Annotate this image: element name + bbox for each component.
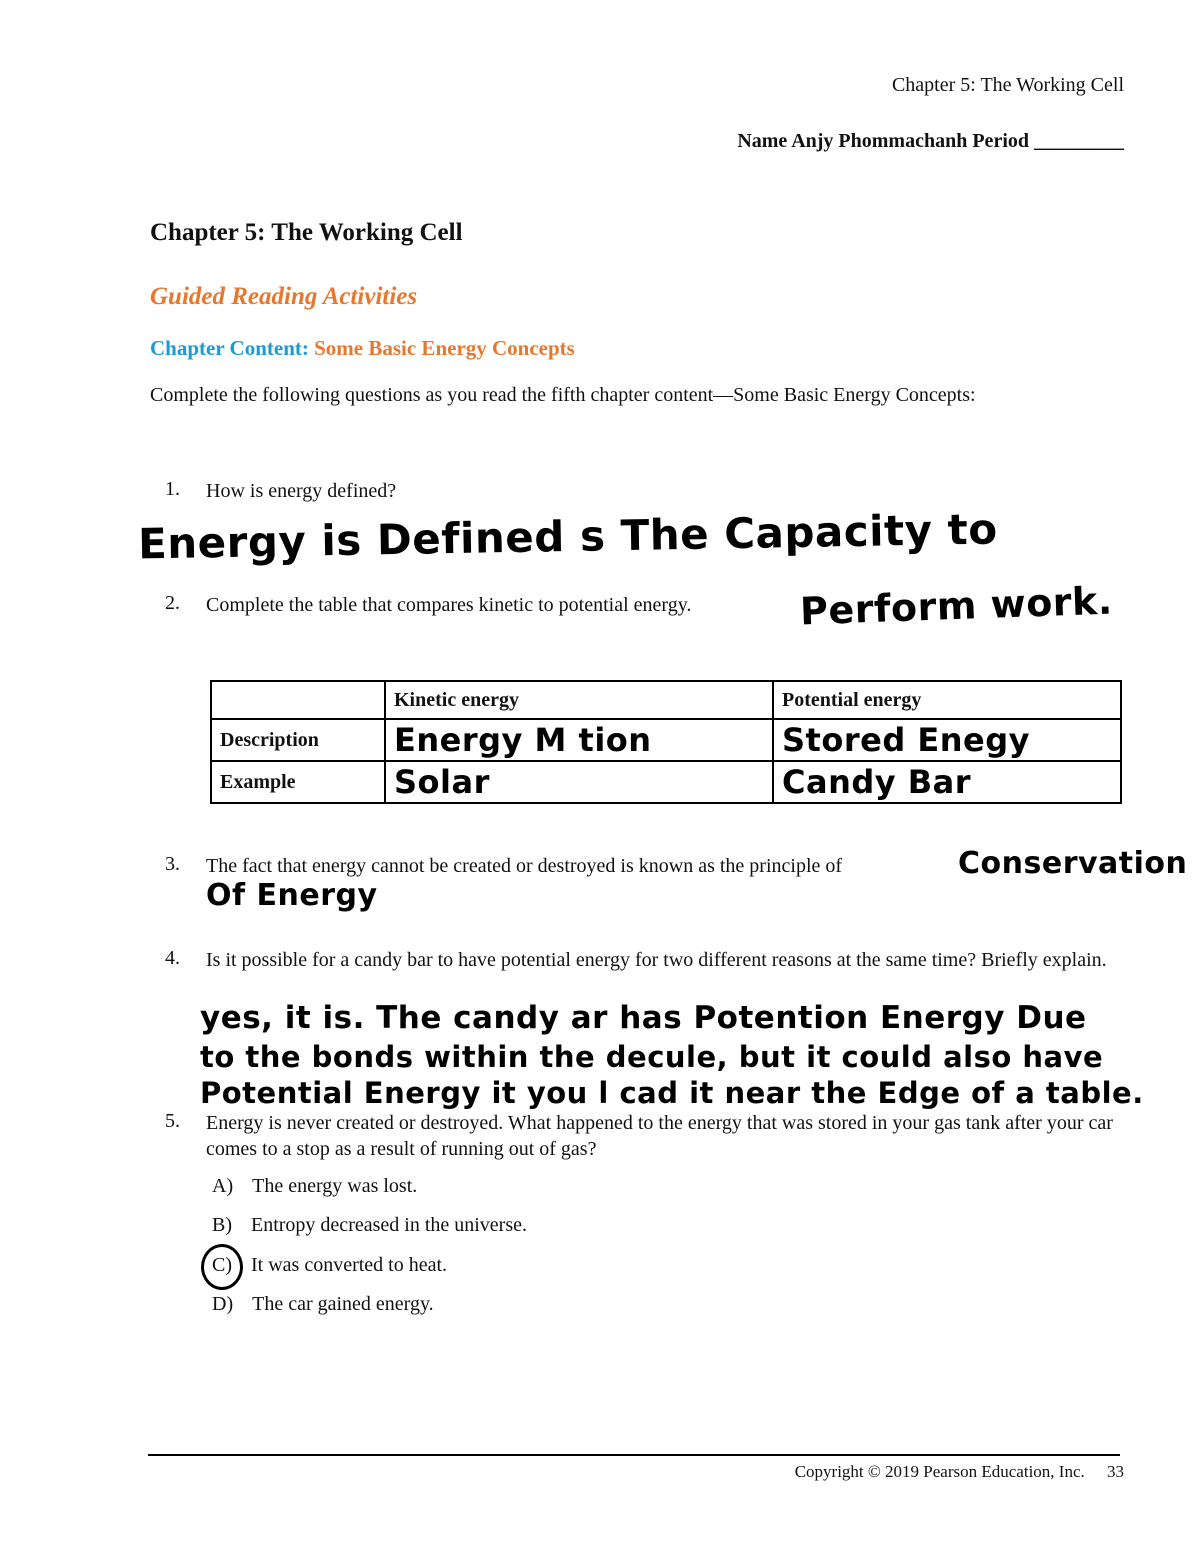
table-header-cell: Potential energy bbox=[773, 681, 1121, 719]
table-row bbox=[211, 719, 1121, 761]
q4-text: Is it possible for a candy bar to have potential energy for two different reasons at the same time? Briefly explain. bbox=[206, 949, 1107, 971]
option-text: Entropy decreased in the universe. bbox=[251, 1214, 528, 1236]
footer-divider bbox=[148, 1454, 1120, 1456]
q2-text: Complete the table that compares kinetic to potential energy. bbox=[206, 594, 692, 616]
student-name: Anjy Phommachanh bbox=[791, 130, 968, 152]
footer bbox=[795, 1462, 1124, 1482]
name-period-line bbox=[737, 130, 1124, 153]
q3-answer-line1: Conservation bbox=[958, 846, 1188, 881]
option-text: It was converted to heat. bbox=[251, 1254, 448, 1276]
handwritten-answer: Energy M tion bbox=[394, 721, 652, 759]
content-topic: Some Basic Energy Concepts bbox=[314, 336, 575, 360]
handwritten-answer: Candy Bar bbox=[782, 763, 972, 801]
period-blank: _________ bbox=[1034, 130, 1124, 152]
q3-number: 3. bbox=[165, 853, 180, 875]
chapter-content-heading bbox=[150, 336, 575, 361]
option-c[interactable] bbox=[212, 1254, 447, 1277]
option-text: The energy was lost. bbox=[252, 1175, 418, 1197]
q4-answer-line: to the bonds within the decule, but it could also have bbox=[200, 1040, 1104, 1074]
q3-text: The fact that energy cannot be created or destroyed is known as the principle of bbox=[206, 855, 843, 877]
handwritten-answer: Solar bbox=[394, 763, 490, 801]
content-label: Chapter Content: bbox=[150, 336, 309, 360]
q1-answer-line2: Perform work. bbox=[799, 578, 1114, 634]
row-label: Example bbox=[211, 761, 385, 803]
option-letter: D) bbox=[212, 1293, 234, 1315]
table-cell bbox=[773, 719, 1121, 761]
option-letter: A) bbox=[212, 1175, 234, 1197]
row-label: Description bbox=[211, 719, 385, 761]
table-header-row bbox=[211, 681, 1121, 719]
option-a[interactable] bbox=[212, 1175, 417, 1198]
page-number: 33 bbox=[1107, 1462, 1124, 1481]
q4-answer-line: yes, it is. The candy ar has Potention Energy Due bbox=[200, 1000, 1087, 1036]
copyright-text: Copyright © 2019 Pearson Education, Inc. bbox=[794, 1462, 1085, 1481]
q4-answer-line: Potential Energy it you l cad it near the Edge of a table. bbox=[200, 1076, 1144, 1110]
option-d[interactable] bbox=[212, 1293, 434, 1316]
option-letter: B) bbox=[212, 1214, 232, 1236]
q5-number: 5. bbox=[165, 1110, 180, 1132]
section-title: Guided Reading Activities bbox=[150, 283, 418, 310]
name-label: Name bbox=[737, 130, 788, 152]
table-cell bbox=[385, 719, 773, 761]
q1-answer-line1: Energy is Defined s The Capacity to bbox=[137, 504, 998, 569]
q2-number: 2. bbox=[165, 592, 180, 614]
table-row bbox=[211, 761, 1121, 803]
page-title: Chapter 5: The Working Cell bbox=[150, 219, 463, 246]
option-text: The car gained energy. bbox=[252, 1293, 434, 1315]
period-label: Period bbox=[972, 130, 1029, 152]
q1-number: 1. bbox=[165, 478, 180, 500]
energy-comparison-table bbox=[210, 680, 1122, 804]
selected-answer-circle bbox=[201, 1244, 243, 1290]
table-header-cell: Kinetic energy bbox=[385, 681, 773, 719]
intro-paragraph: Complete the following questions as you read the fifth chapter content—Some Basic Energy Concepts: bbox=[150, 384, 976, 406]
q1-text: How is energy defined? bbox=[206, 480, 397, 502]
option-b[interactable] bbox=[212, 1214, 527, 1237]
q3-answer-line2: Of Energy bbox=[206, 878, 378, 913]
running-header: Chapter 5: The Working Cell bbox=[891, 74, 1124, 96]
q5-text: Energy is never created or destroyed. What happened to the energy that was stored in your gas tank after your car comes to a stop as a result of running out of gas? bbox=[206, 1112, 1113, 1160]
handwritten-answer: Stored Enegy bbox=[782, 721, 1030, 759]
table-header-cell bbox=[211, 681, 385, 719]
q4-number: 4. bbox=[165, 947, 180, 969]
table-cell bbox=[773, 761, 1121, 803]
option-letter: C) bbox=[212, 1254, 232, 1276]
table-cell bbox=[385, 761, 773, 803]
